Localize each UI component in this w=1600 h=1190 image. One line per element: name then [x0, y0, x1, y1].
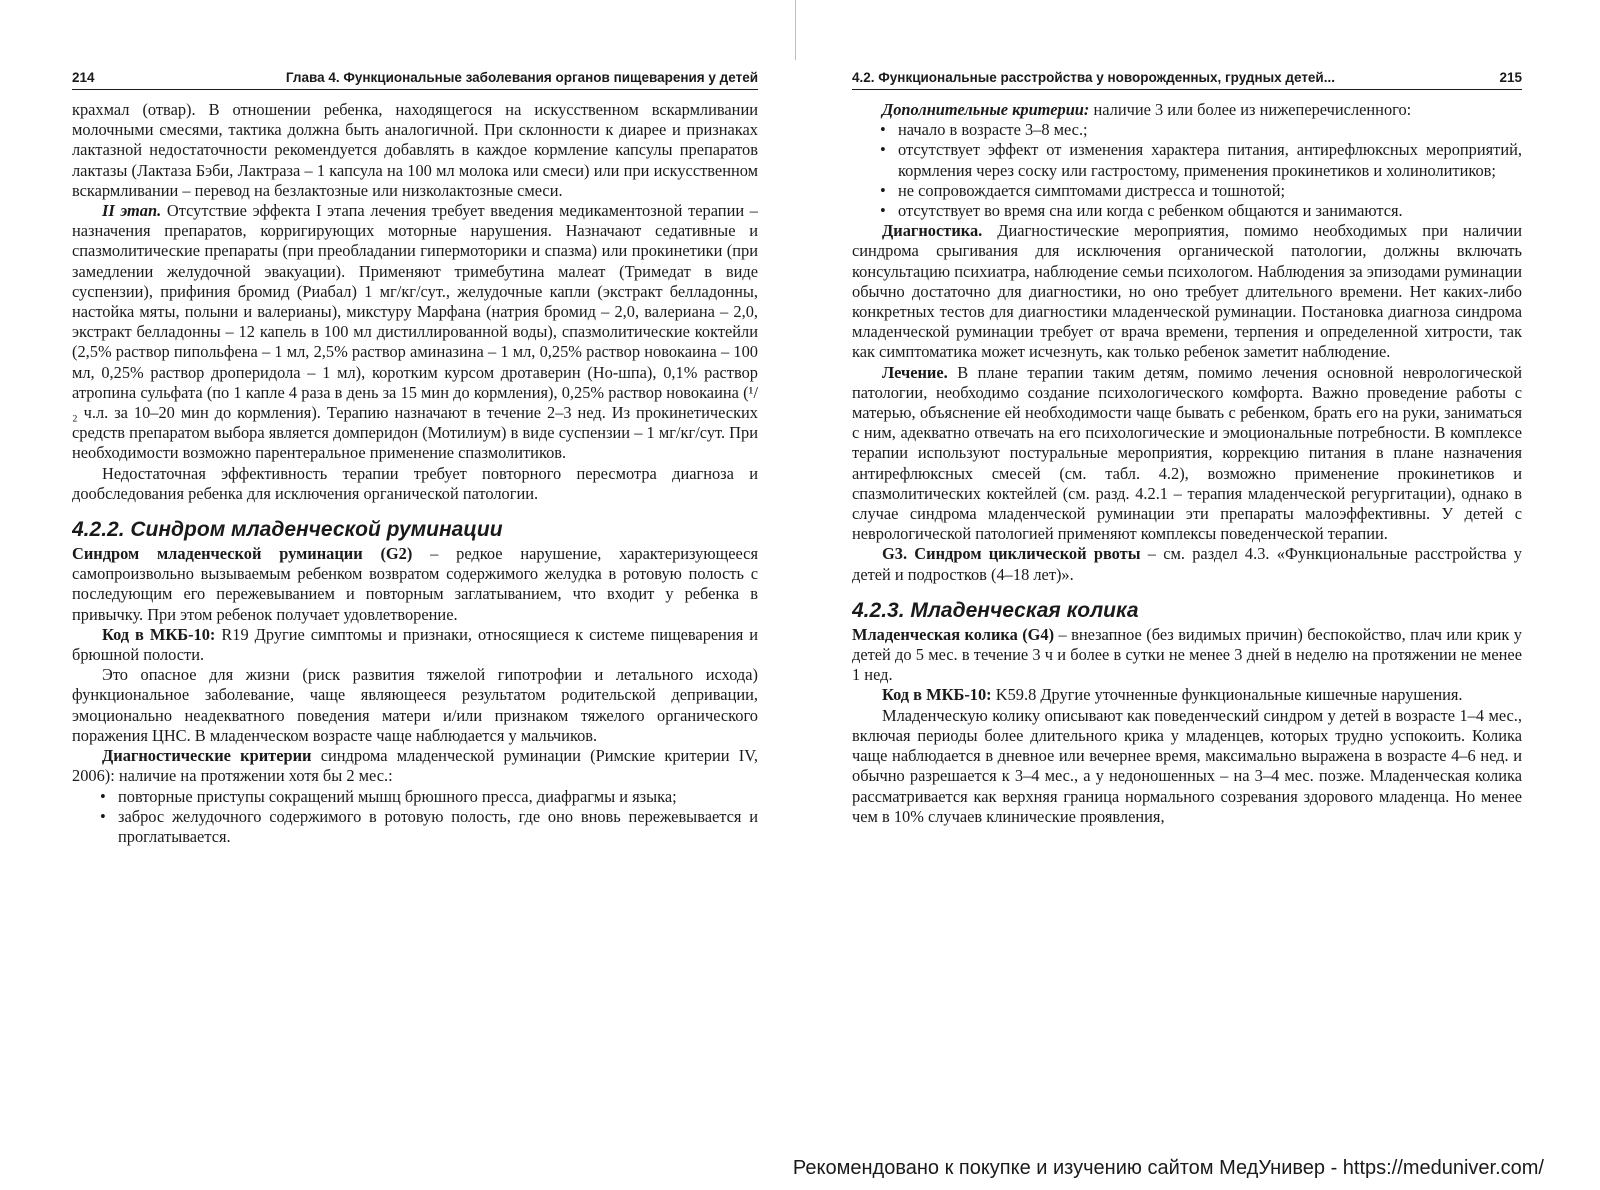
icd-label-right: Код в МКБ-10:: [882, 685, 992, 705]
gutter-line: [795, 0, 796, 60]
section-heading-4-2-3: 4.2.3. Младенческая колика: [852, 598, 1139, 622]
left-paragraph-2: [72, 201, 758, 464]
diagnostics-label: Диагностика.: [882, 221, 983, 241]
right-paragraph-3-text: В плане терапии таким детям, помимо лечения основной неврологической патологии, необходимо создание психологического комфорта. Важно проведение работы с матерью, объяснение ей необходимости чаще бывать с ребенком, брать его на руки, заниматься с ним, адекватно отвечать на его психологические и эмоциональные потребности. В комплексе терапии используют постуральные мероприятия, коррекцию питания в плане назначения антирефлюксных смесей (см. табл. 4.2), возможно применение прокинетиков и спазмолитических коктейлей (см. разд. 4.2.1 – терапия младенческой регургитации), однако в случае синдрома младенческой руминации эти препараты малоэффективны. У детей с неврологической патологией применяют комплексы поведенческой терапии.: [852, 362, 1522, 544]
footer-credit: Рекомендовано к покупке и изучению сайтом МедУнивер - https://meduniver.com/: [792, 1157, 1544, 1179]
left-paragraph-5: [72, 625, 758, 665]
right-paragraph-1: [852, 100, 1522, 120]
left-paragraph-1: крахмал (отвар). В отношении ребенка, находящегося на искусственном вскармливании молочными смесями, тактика должна быть аналогичной. При склонности к диарее и признаках лактазной недостаточности рекомендуется добавлять в каждое кормление капсулы препаратов лактазы (Лактаза Бэби, Лактраза – 1 капсула на 100 мл молока или смеси) или при искусственном вскармливании – перевод на безлактозные или низколактозные смеси.: [72, 100, 758, 200]
left-paragraph-6: Это опасное для жизни (риск развития тяжелой гипотрофии и летального исхода) функциональное заболевание, чаще являющееся результатом родительской депривации, эмоционально неадекватного поведения матери и/или признаком тяжелого органического поражения ЦНС. В младенческом возрасте чаще наблюдается у мальчиков.: [72, 665, 758, 745]
right-bullet-list: [852, 120, 1522, 221]
list-item: • не сопровождается симптомами дистресса и тошнотой;: [880, 181, 1522, 201]
diagnostic-criteria-label: Диагностические критерии: [102, 746, 312, 766]
left-running-title: Глава 4. Функциональные заболевания органов пищеварения у детей: [285, 70, 758, 85]
right-paragraph-2-text: Диагностические мероприятия, помимо необходимых при наличии синдрома срыгивания для исключения органической патологии, должны включать консультацию психиатра, наблюдение семьи психологом. Наблюдения за эпизодами руминации обычно достаточно для диагностики, но оно требует длительного времени. Нет каких-либо конкретных тестов для диагностики младенческой руминации. Постановка диагноза синдрома младенческой руминации требует от врача времени, терпения и определенной хитрости, так как симптоматика может исчезнуть, как только ребенок заметит наблюдение.: [852, 221, 1522, 362]
right-paragraph-1-text: наличие 3 или более из нижеперечисленного:: [1089, 100, 1412, 119]
right-paragraph-5-text: – внезапное (без видимых причин) беспокойство, плач или крик у детей до 5 мес. в течение 3 ч и более в сутки не менее 3 дней в неделю на протяжении не менее 1 нед.: [852, 624, 1522, 685]
cyclic-vomiting-label: G3. Синдром циклической рвоты: [882, 544, 1141, 564]
left-paragraph-4: [72, 544, 758, 625]
rumination-term: Синдром младенческой руминации (G2): [72, 544, 413, 564]
section-heading-4-2-2: 4.2.2. Синдром младенческой руминации: [72, 518, 503, 542]
left-bullet-list: [72, 787, 758, 848]
icd-label-left: Код в МКБ-10:: [102, 624, 216, 644]
left-paragraph-4-text: – редкое нарушение, характеризующееся самопроизвольно вызываемым ребенком возвратом содержимого желудка в ротовую полость с последующим его пережевыванием и повторным заглатыванием, что входит у ребенка в привычку. При этом ребенок получает удовлетворение.: [72, 544, 758, 624]
list-item: • начало в возрасте 3–8 мес.;: [880, 120, 1522, 140]
right-page-number: 215: [1499, 70, 1522, 85]
list-item: • повторные приступы сокращений мышц брюшного пресса, диафрагмы и языка;: [100, 787, 758, 807]
right-text-block: [852, 100, 1522, 827]
infant-colic-term: Младенческая колика (G4): [852, 624, 1055, 644]
left-text-block: [72, 100, 758, 847]
left-paragraph-5-text: R19 Другие симптомы и признаки, относящиеся к системе пищеварения и брюшной полости.: [72, 624, 758, 665]
list-item: • заброс желудочного содержимого в ротовую полость, где оно вновь пережевывается и проглатывается.: [100, 807, 758, 847]
right-paragraph-6-text: K59.8 Другие уточненные функциональные кишечные нарушения.: [991, 685, 1463, 705]
additional-criteria-label: Дополнительные критерии:: [882, 100, 1090, 119]
right-paragraph-4-text: – см. раздел 4.3. «Функциональные расстройства у детей и подростков (4–18 лет)».: [852, 544, 1522, 584]
right-paragraph-3: [852, 363, 1522, 545]
list-item: • отсутствует во время сна или когда с ребенком общаются и занимаются.: [880, 201, 1522, 221]
right-running-title: 4.2. Функциональные расстройства у новорожденных, грудных детей...: [852, 70, 1335, 85]
left-running-head: [72, 70, 758, 90]
right-paragraph-2: [852, 221, 1522, 362]
right-paragraph-4: [852, 544, 1522, 584]
list-item: • отсутствует эффект от изменения характера питания, антирефлюксных мероприятий, кормления через соску или гастростому, применения прокинетиков и холинолитиков;: [880, 140, 1522, 180]
left-paragraph-7-text: синдрома младенческой руминации (Римские критерии IV, 2006): наличие на протяжении хотя бы 2 мес.:: [72, 746, 758, 786]
left-page-number: 214: [72, 70, 95, 85]
left-page: [72, 70, 758, 1110]
right-paragraph-5: [852, 625, 1522, 686]
left-paragraph-2-text: Отсутствие эффекта I этапа лечения требует введения медикаментозной терапии – назначения препаратов, корригирующих моторные нарушения. Назначают седативные и спазмолитические препараты (при преобладании гипермоторики и спазма) или прокинетики (при замедлении желудочной эвакуации). Применяют тримебутина малеат (Тримедат в виде суспензии), прифиния бромид (Риабал) 1 мг/кг/сут., желудочные капли (экстракт белладонны, настойка мяты, полыни и валерианы), микстуру Марфана (натрия бромид – 2,0, валериана – 2,0, экстракт белладонны – 12 капель в 100 мл дистиллированной воды), спазмолитические коктейли (2,5% раствор пипольфена – 1 мл, 2,5% раствор аминазина – 1 мл, 0,25% раствор новокаина – 100 мл, 0,25% раствор дроперидола – 1 мл), коротким курсом дротаверин (Но-шпа), 0,1% раствор атропина сульфата (по 1 капле 4 раза в день за 15 мин до кормления), 0,25% раствор новокаина (¹/₂ ч.л. за 10–20 мин до кормления). Терапию назначают в течение 2–3 нед. Из прокинетических средств препаратом выбора является домперидон (Мотилиум) в виде суспензии – 1 мг/кг/сут. При необходимости возможно парентеральное применение спазмолитиков.: [72, 201, 758, 463]
right-running-head: [852, 70, 1522, 90]
stage-2-label: II этап.: [102, 201, 162, 221]
left-paragraph-7: [72, 746, 758, 786]
treatment-label: Лечение.: [882, 362, 948, 382]
right-paragraph-6: [852, 685, 1522, 705]
left-paragraph-3: Недостаточная эффективность терапии требует повторного пересмотра диагноза и дообследования ребенка для исключения органической патологии.: [72, 463, 758, 503]
right-paragraph-7: Младенческую колику описывают как поведенческий синдром у детей в возрасте 1–4 мес., включая периоды более длительного крика у младенцев, которых трудно успокоить. Колика чаще наблюдается в дневное или вечернее время, максимально выражена в возрасте 4–6 нед. и обычно разрешается к 3–4 мес., а у недоношенных – на 3–4 мес. позже. Младенческая колика рассматривается как верхняя граница нормального созревания здорового младенца. Но менее чем в 10% случаев клинические проявления,: [852, 705, 1522, 826]
right-page: [852, 70, 1522, 1110]
